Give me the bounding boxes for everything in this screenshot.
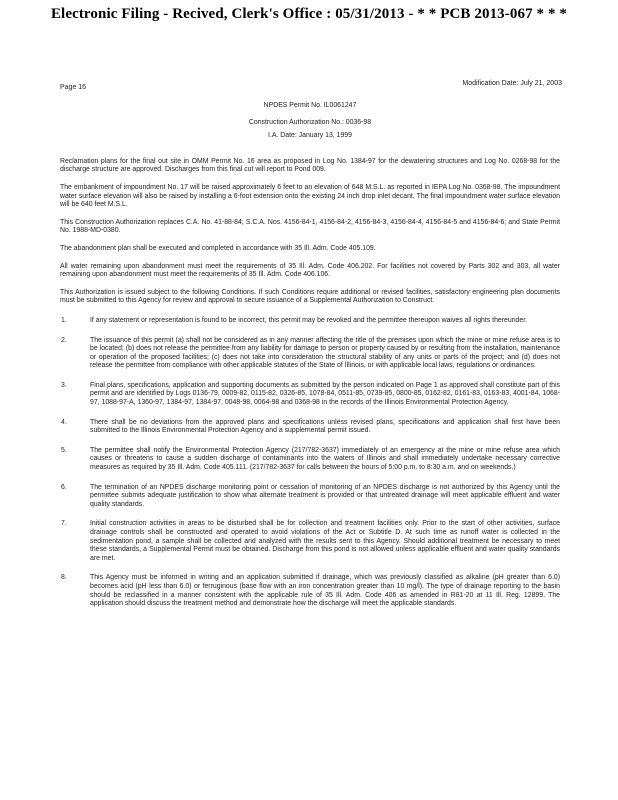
condition-item [60, 337, 560, 371]
page-header [60, 80, 560, 92]
paragraph-abandonment-plan: The abandonment plan shall be executed and completed in accordance with 35 Ill. Adm. Code 405.109. [60, 244, 376, 252]
condition-text: The issuance of this permit (a) shall not be considered as in any manner affecting the title of the premises upon which the mine or mine refuse area is to be located; (b) does not release the permittee from any liability for damage to person or property caused by or resulting from the installation, maintenance or operation of the proposed facilities; (c) does not take into consideration the structural stability of any units or parts of the project; and (d) does not release the permittee from compliance with other applicable statutes of the State of Illinois, or with applicable local laws, regulations or ordinances. [90, 336, 560, 370]
condition-text: Final plans, specifications, application and supporting documents as submitted by the person indicated on Page 1 as approved shall constitute part of this permit and are identified by Logs 0136-79, 0009-82, 0115-82, 0326-85, 1078-84, 0511-85, 0739-85, 0800-85, 0162-82, 0161-83, 0163-83, 4001-84, 1068-97, 1088-97-A, 1360-97, 1384-97, 1384-97, 0048-98, 0064-98 and 0368-98 in the records of the Illinois Environmental Protection Agency. [90, 381, 560, 407]
paragraph-reclamation: Reclamation plans for the final out site in OMM Permit No. 16 area as proposed in Log No. 1384-97 for the dewatering structures and Log No. 0268-98 for the discharge structure are approved. Discharges from this final cut will report to Pond 009. [60, 157, 560, 174]
condition-text: Initial construction activities in areas to be disturbed shall be for collection and treatment facilities only. Prior to the start of other activities, surface drainage controls shall be constructed and operated to avoid violations of the Act or Subtitle D. At such time as runoff water is collected in the sedimentation pond, a sample shall be collected and analyzed with the results sent to this Agency. Should additional treatment be necessary to meet these standards, a Supplemental Permit must be obtained. Discharge from this pond is not allowed unless applicable effluent and water quality standards are met. [90, 520, 560, 562]
condition-number: 3. [61, 381, 67, 389]
condition-number: 5. [61, 446, 67, 454]
condition-number: 4. [61, 418, 67, 426]
filing-stamp: Electronic Filing - Recived, Clerk's Office : 05/31/2013 - * * PCB 2013-067 * * * [50, 6, 568, 22]
page-number: Page 16 [60, 84, 87, 91]
condition-number: 7. [61, 520, 67, 528]
condition-text: If any statement or representation is found to be incorrect, this permit may be revoked and the permittee thereupon waives all rights thereunder. [90, 316, 528, 324]
condition-number: 2. [61, 336, 67, 344]
condition-text: This Agency must be informed in writing and an application submitted if drainage, which was previously classified as alkaline (pH greater than 6.0) becomes acid (pH less than 6.0) or ferruginous (base flow with an iron concentration greater than 10 mg/l). The type of drainage reporting to the basin should be reclassified in a manner consistent with the applicable rule of 35 Ill. Adm. Code 406 as amended in R81-20 at 11 Ill. Reg. 12899. The application should discuss the treatment method and demonstrate how the discharge will meet the applicable standards. [90, 574, 560, 608]
paragraph-conditions-intro: This Authorization is issued subject to the following Conditions. If such Conditions require additional or revised facilities, satisfactory engineering plan documents must be submitted to this Agency for review and approval to secure issuance of a Supplemental Authorization to Construct. [60, 288, 560, 305]
condition-item [60, 484, 560, 510]
condition-number: 1. [61, 316, 67, 324]
condition-item [60, 520, 560, 563]
condition-number: 8. [61, 574, 67, 582]
condition-item [60, 382, 560, 408]
document-page [60, 80, 560, 609]
paragraph-replaces: This Construction Authorization replaces C.A. No. 41-88-84; S.C.A. Nos. 4156-84-1, 4156-84-2, 4156-84-3, 4156-84-4, 4156-84-5 and 4156-84-6; and State Permit No. 1988-MD-0380. [60, 218, 560, 235]
authorization-date: I.A. Date: January 13, 1999 [268, 132, 352, 140]
condition-text: The permittee shall notify the Environmental Protection Agency (217/782-3637) immediately of an emergency at the mine or mine refuse area which causes or threatens to cause a sudden discharge of contaminants into the waters of Illinois and shall immediately undertake necessary corrective measures as required by 35 Ill. Adm. Code 405.111. (217/782-3637 for calls between the hours of 5:00 p.m. to 8:30 a.m. and on weekends.) [90, 446, 560, 472]
paragraph-embankment: The embankment of impoundment No. 17 will be raised approximately 6 feet to an elevation of 648 M.S.L. as reported in IEPA Log No. 0368-98. The impoundment water surface elevation will also be raised by installing a 6-foot extension onto the existing 24 inch drop inlet decant. The final impoundment water surface elevation will be 640 feet M.S.L. [60, 183, 560, 209]
condition-item [60, 574, 560, 608]
condition-item [60, 317, 560, 326]
construction-authorization-number: Construction Authorization No.: 0036-98 [248, 118, 372, 126]
permit-number: NPDES Permit No. IL0061247 [263, 102, 357, 109]
condition-item [60, 419, 560, 436]
condition-text: The termination of an NPDES discharge monitoring point or cessation of monitoring of an NPDES discharge is not authorized by this Agency until the permittee submits adequate justification to show what alternate treatment is provided or that untreated drainage will meet applicable effluent and water quality standards. [90, 483, 560, 508]
conditions-list [60, 317, 560, 609]
paragraph-remaining-water: All water remaining upon abandonment must meet the requirements of 35 Ill. Adm. Code 406.202. For facilities not covered by Parts 302 and 303, all water remaining upon abandonment must meet the requirements of 35 Ill. Adm. Code 406.106. [60, 262, 560, 279]
modification-date: Modification Date: July 21, 2003 [462, 80, 562, 87]
condition-item [60, 447, 560, 473]
condition-text: There shall be no deviations from the approved plans and specifications unless revised plans, specifications and application shall first have been submitted to the Illinois Environmental Protection Agency and a supplemental permit issued. [90, 418, 560, 435]
condition-number: 6. [61, 483, 67, 491]
